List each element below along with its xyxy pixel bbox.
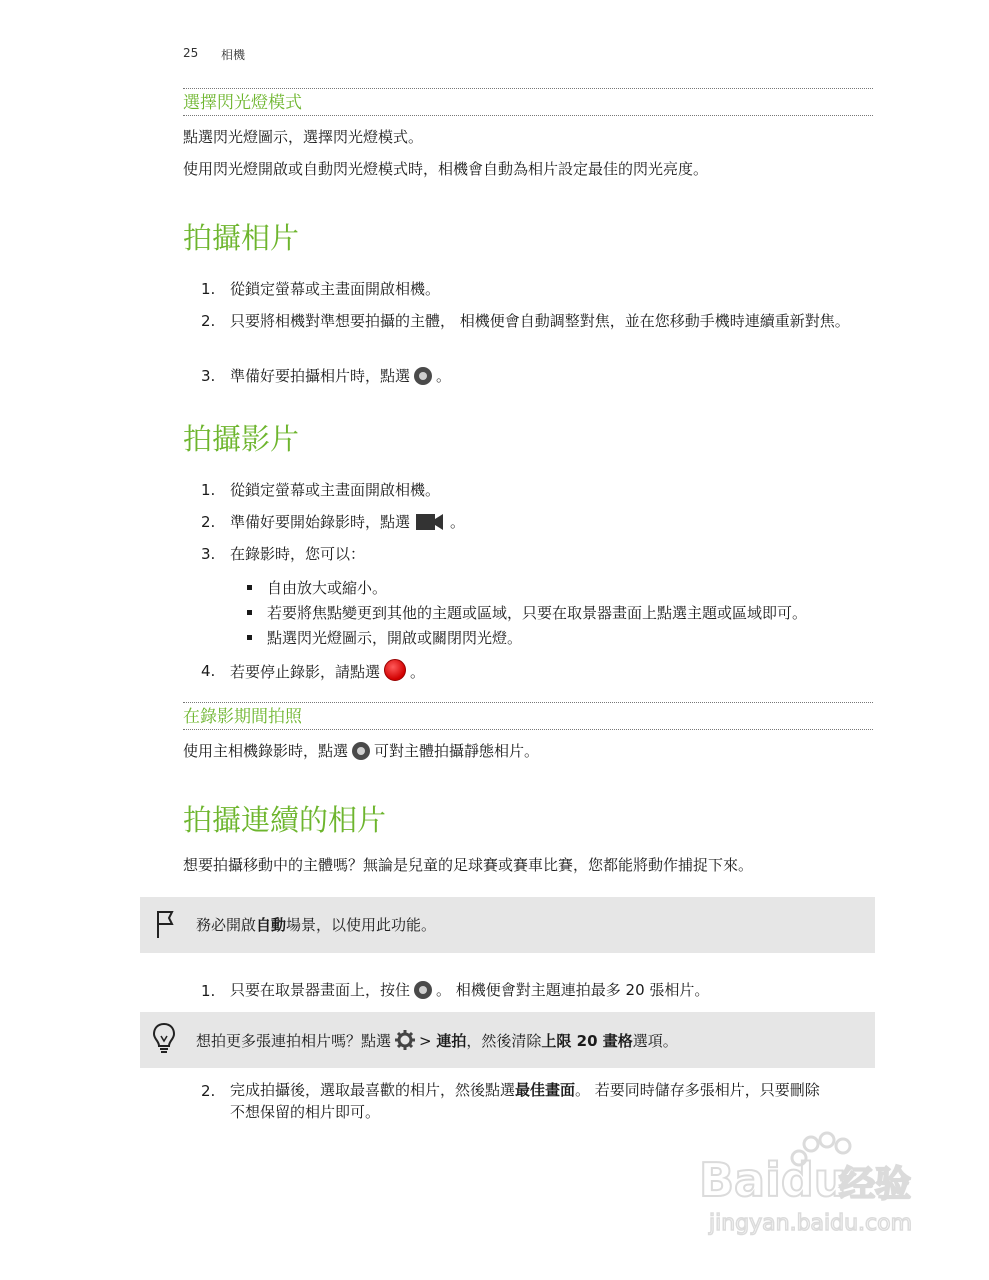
step-text: 。 相機便會對主題連拍最多 20 張相片。 bbox=[436, 981, 710, 999]
step-text: 不想保留的相片即可。 bbox=[230, 1103, 381, 1121]
bullet bbox=[247, 585, 252, 590]
tip-part: 想拍更多張連拍相片嗎？點選 bbox=[196, 1032, 392, 1050]
divider bbox=[183, 115, 873, 116]
step-text: 。 bbox=[450, 513, 466, 531]
tip-bold: 連拍 bbox=[436, 1032, 467, 1050]
step-number: 3. bbox=[201, 545, 216, 563]
step-text: 。 bbox=[436, 367, 452, 385]
flash-mode-p1: 點選閃光燈圖示，選擇閃光燈模式。 bbox=[183, 128, 424, 146]
note-text: 務必開啟 bbox=[196, 916, 257, 934]
step-text: 。 若要同時儲存多張相片，只要刪除 bbox=[575, 1081, 820, 1099]
step-number: 1. bbox=[201, 982, 216, 1000]
shutter-icon bbox=[414, 367, 432, 385]
burst-step-2 bbox=[230, 1079, 870, 1123]
step-text: 只要在取景器畫面上，按住 bbox=[230, 981, 411, 999]
divider bbox=[183, 88, 873, 89]
video-camera-icon bbox=[416, 513, 444, 537]
snap-during-text bbox=[183, 741, 539, 761]
burst-intro: 想要拍攝移動中的主體嗎？無論是兒童的足球賽或賽車比賽，您都能將動作捕捉下來。 bbox=[183, 856, 754, 874]
chapter-title: 相機 bbox=[221, 48, 246, 62]
take-photo-step-3 bbox=[230, 365, 870, 387]
step-number: 1. bbox=[201, 280, 216, 298]
step-text: 若要停止錄影，請點選 bbox=[230, 663, 381, 681]
divider bbox=[183, 729, 873, 730]
step-text: 完成拍攝後，選取最喜歡的相片，然後點選 bbox=[230, 1081, 516, 1099]
tip-bold: 上限 20 畫格 bbox=[541, 1032, 633, 1050]
take-video-step-1: 從鎖定螢幕或主畫面開啟相機。 bbox=[230, 481, 441, 499]
step-number: 2. bbox=[201, 312, 216, 330]
step-bold: 最佳畫面 bbox=[515, 1081, 576, 1099]
video-bullet-1: 自由放大或縮小。 bbox=[267, 579, 388, 597]
watermark-url: jingyan.baidu.com bbox=[709, 1211, 913, 1236]
shutter-icon bbox=[414, 981, 432, 999]
step-number: 1. bbox=[201, 481, 216, 499]
take-photo-step-1: 從鎖定螢幕或主畫面開啟相機。 bbox=[230, 280, 441, 298]
flash-mode-heading: 選擇閃光燈模式 bbox=[183, 93, 302, 113]
flag-icon bbox=[155, 909, 175, 943]
snap-during-heading: 在錄影期間拍照 bbox=[183, 707, 302, 727]
take-video-step-4 bbox=[230, 659, 870, 683]
tip-part: > bbox=[419, 1032, 432, 1050]
note-bold: 自動 bbox=[256, 916, 287, 934]
step-text: 準備好要拍攝相片時，點選 bbox=[230, 367, 411, 385]
step-text: 準備好要開始錄影時，點選 bbox=[230, 513, 411, 531]
video-bullet-2: 若要將焦點變更到其他的主題或區域，只要在取景器畫面上點選主題或區域即可。 bbox=[267, 604, 808, 622]
lightbulb-icon bbox=[152, 1022, 176, 1060]
note-auto-scene bbox=[196, 915, 436, 935]
divider bbox=[183, 702, 873, 703]
shutter-icon bbox=[352, 742, 370, 760]
bullet bbox=[247, 635, 252, 640]
step-number: 3. bbox=[201, 367, 216, 385]
burst-step-1 bbox=[230, 979, 870, 1001]
para-text: 使用主相機錄影時，點選 bbox=[183, 742, 349, 760]
video-bullet-3: 點選閃光燈圖示，開啟或關閉閃光燈。 bbox=[267, 629, 523, 647]
page-number: 25 bbox=[183, 46, 199, 60]
take-photo-heading: 拍攝相片 bbox=[183, 221, 300, 255]
tip-part: 選項。 bbox=[632, 1032, 678, 1050]
note-text: 場景，以使用此功能。 bbox=[286, 916, 437, 934]
para-text: 可對主體拍攝靜態相片。 bbox=[374, 742, 540, 760]
bullet bbox=[247, 610, 252, 615]
take-video-step-3: 在錄影時，您可以： bbox=[230, 545, 366, 563]
watermark-cn: 经验 bbox=[839, 1164, 912, 1205]
tip-text bbox=[196, 1030, 678, 1055]
baidu-watermark bbox=[699, 1130, 929, 1240]
take-video-heading: 拍攝影片 bbox=[183, 422, 300, 456]
step-number: 4. bbox=[201, 662, 216, 680]
take-photo-step-2: 只要將相機對準想要拍攝的主體， 相機便會自動調整對焦，並在您移動手機時連續重新對焦。 bbox=[230, 312, 850, 330]
step-text: 。 bbox=[410, 663, 426, 681]
gear-icon bbox=[395, 1030, 415, 1055]
flash-mode-p2: 使用閃光燈開啟或自動閃光燈模式時，相機會自動為相片設定最佳的閃光亮度。 bbox=[183, 160, 709, 178]
take-video-step-2 bbox=[230, 511, 870, 537]
record-icon bbox=[384, 659, 406, 681]
step-number: 2. bbox=[201, 1082, 216, 1100]
step-number: 2. bbox=[201, 513, 216, 531]
watermark-brand: Baidu bbox=[699, 1153, 847, 1207]
burst-heading: 拍攝連續的相片 bbox=[183, 803, 387, 837]
tip-part: ，然後清除 bbox=[466, 1032, 542, 1050]
